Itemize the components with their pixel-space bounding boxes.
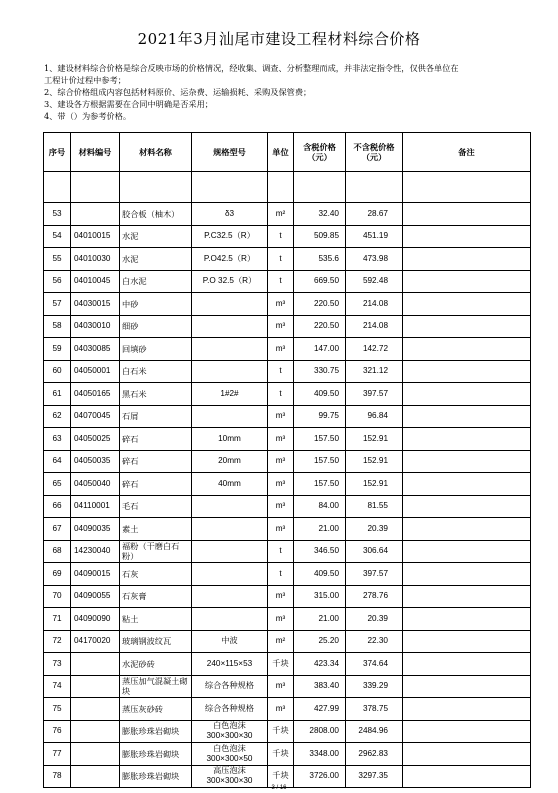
cell-code: 04170020 — [71, 630, 120, 653]
cell-price-notax: 96.84 — [346, 405, 403, 428]
cell-code: 04090090 — [71, 608, 120, 631]
cell-unit: 千块 — [268, 653, 294, 676]
cell-code: 04090015 — [71, 563, 120, 586]
cell-no: 53 — [44, 203, 71, 226]
cell-remark — [403, 450, 531, 473]
table-row — [44, 653, 531, 676]
cell-unit: m³ — [268, 405, 294, 428]
header-name: 材料名称 — [120, 133, 192, 172]
cell-name: 膨胀珍珠岩砌块 — [120, 765, 192, 788]
cell-no: 71 — [44, 608, 71, 631]
header-no: 序号 — [44, 133, 71, 172]
cell-code: 04090055 — [71, 585, 120, 608]
cell-unit: m³ — [268, 608, 294, 631]
header-spec: 规格型号 — [192, 133, 268, 172]
cell-no: 73 — [44, 653, 71, 676]
cell-code: 04090035 — [71, 518, 120, 541]
cell-name: 水泥 — [120, 225, 192, 248]
cell-spec — [192, 540, 268, 563]
cell-unit: 千块 — [268, 765, 294, 788]
cell-unit: m³ — [268, 293, 294, 316]
cell-code: 04010015 — [71, 225, 120, 248]
table-row — [44, 518, 531, 541]
cell-price-tax: 220.50 — [294, 293, 346, 316]
table-row — [44, 698, 531, 721]
cell-no: 59 — [44, 338, 71, 361]
page-title: 2021年3月汕尾市建设工程材料综合价格 — [137, 30, 421, 48]
cell-spec: 240×115×53 — [192, 653, 268, 676]
cell-price-notax: 152.91 — [346, 450, 403, 473]
cell-spec — [192, 518, 268, 541]
cell-price-tax: 409.50 — [294, 563, 346, 586]
cell-price-tax: 409.50 — [294, 383, 346, 406]
cell-name: 福粉（干磨白石粉） — [120, 540, 192, 563]
table-row — [44, 608, 531, 631]
cell-price-notax: 214.08 — [346, 293, 403, 316]
cell-remark — [403, 383, 531, 406]
cell-name: 白水泥 — [120, 270, 192, 293]
cell-price-tax: 669.50 — [294, 270, 346, 293]
cell-price-tax: 3726.00 — [294, 765, 346, 788]
cell-name: 粘土 — [120, 608, 192, 631]
spacer-row — [44, 172, 531, 203]
cell-unit: m³ — [268, 585, 294, 608]
cell-name: 碎石 — [120, 428, 192, 451]
cell-price-tax: 2808.00 — [294, 720, 346, 743]
cell-unit: m³ — [268, 315, 294, 338]
cell-name: 水泥砂砖 — [120, 653, 192, 676]
cell-code — [71, 743, 120, 766]
cell-no: 65 — [44, 473, 71, 496]
cell-remark — [403, 743, 531, 766]
cell-name: 黑石米 — [120, 383, 192, 406]
cell-price-notax: 378.75 — [346, 698, 403, 721]
cell-no: 61 — [44, 383, 71, 406]
cell-name: 细砂 — [120, 315, 192, 338]
cell-remark — [403, 698, 531, 721]
cell-price-notax: 22.30 — [346, 630, 403, 653]
cell-spec — [192, 495, 268, 518]
cell-remark — [403, 293, 531, 316]
table-row — [44, 383, 531, 406]
table-row — [44, 563, 531, 586]
cell-unit: t — [268, 563, 294, 586]
note-line: 4、带（）为参考价格。 — [44, 111, 132, 121]
cell-remark — [403, 405, 531, 428]
cell-code — [71, 203, 120, 226]
cell-no: 64 — [44, 450, 71, 473]
cell-no: 60 — [44, 360, 71, 383]
cell-remark — [403, 653, 531, 676]
cell-price-notax: 20.39 — [346, 608, 403, 631]
notes — [44, 62, 534, 122]
table-row — [44, 540, 531, 563]
cell-name: 膨胀珍珠岩砌块 — [120, 743, 192, 766]
note-line: 工程计价过程中参考； — [44, 75, 126, 85]
cell-price-tax: 99.75 — [294, 405, 346, 428]
cell-price-notax: 20.39 — [346, 518, 403, 541]
cell-remark — [403, 248, 531, 271]
cell-price-notax: 2484.96 — [346, 720, 403, 743]
cell-no: 54 — [44, 225, 71, 248]
cell-no: 55 — [44, 248, 71, 271]
cell-unit: t — [268, 383, 294, 406]
cell-code: 04030015 — [71, 293, 120, 316]
cell-unit: t — [268, 360, 294, 383]
cell-code: 04070045 — [71, 405, 120, 428]
cell-no: 57 — [44, 293, 71, 316]
page-number: 3 / 16 — [271, 785, 287, 791]
cell-remark — [403, 225, 531, 248]
cell-price-tax: 383.40 — [294, 675, 346, 698]
table-row — [44, 585, 531, 608]
cell-spec: 1#2# — [192, 383, 268, 406]
cell-no: 70 — [44, 585, 71, 608]
cell-code: 04050165 — [71, 383, 120, 406]
cell-price-tax: 3348.00 — [294, 743, 346, 766]
cell-no: 63 — [44, 428, 71, 451]
cell-price-tax: 147.00 — [294, 338, 346, 361]
cell-unit: m³ — [268, 338, 294, 361]
cell-price-tax: 25.20 — [294, 630, 346, 653]
cell-code: 04050040 — [71, 473, 120, 496]
cell-name: 蒸压加气混凝土砌块 — [120, 675, 192, 698]
header-unit: 单位 — [268, 133, 294, 172]
cell-spec: 综合各种规格 — [192, 675, 268, 698]
cell-no: 69 — [44, 563, 71, 586]
cell-no: 75 — [44, 698, 71, 721]
cell-price-tax: 330.75 — [294, 360, 346, 383]
cell-spec: 高压泡沫300×300×30 — [192, 765, 268, 788]
cell-unit: m³ — [268, 428, 294, 451]
table-row — [44, 270, 531, 293]
table-row — [44, 405, 531, 428]
cell-price-notax: 306.64 — [346, 540, 403, 563]
cell-spec: 白色泡沫300×300×50 — [192, 743, 268, 766]
cell-price-notax: 3297.35 — [346, 765, 403, 788]
cell-unit: t — [268, 270, 294, 293]
cell-code — [71, 698, 120, 721]
cell-code: 04030085 — [71, 338, 120, 361]
table-row — [44, 428, 531, 451]
cell-name: 水泥 — [120, 248, 192, 271]
cell-unit: m² — [268, 630, 294, 653]
cell-price-tax: 157.50 — [294, 473, 346, 496]
cell-remark — [403, 675, 531, 698]
table-row — [44, 338, 531, 361]
header-code: 材料编号 — [71, 133, 120, 172]
cell-name: 石灰膏 — [120, 585, 192, 608]
cell-code: 04110001 — [71, 495, 120, 518]
cell-spec: 中波 — [192, 630, 268, 653]
table-header-row — [44, 133, 531, 172]
cell-price-notax: 397.57 — [346, 563, 403, 586]
table-row — [44, 450, 531, 473]
cell-unit: m³ — [268, 495, 294, 518]
cell-price-tax: 315.00 — [294, 585, 346, 608]
cell-no: 58 — [44, 315, 71, 338]
cell-code: 04010030 — [71, 248, 120, 271]
cell-name: 蒸压灰砂砖 — [120, 698, 192, 721]
cell-no: 66 — [44, 495, 71, 518]
cell-code: 04050035 — [71, 450, 120, 473]
cell-price-tax: 32.40 — [294, 203, 346, 226]
cell-price-notax: 321.12 — [346, 360, 403, 383]
cell-no: 56 — [44, 270, 71, 293]
cell-code: 14230040 — [71, 540, 120, 563]
cell-price-notax: 592.48 — [346, 270, 403, 293]
cell-remark — [403, 270, 531, 293]
cell-code — [71, 653, 120, 676]
cell-spec — [192, 338, 268, 361]
cell-remark — [403, 203, 531, 226]
cell-remark — [403, 495, 531, 518]
table-row — [44, 315, 531, 338]
table-row — [44, 473, 531, 496]
cell-price-tax: 84.00 — [294, 495, 346, 518]
cell-remark — [403, 585, 531, 608]
cell-price-notax: 142.72 — [346, 338, 403, 361]
cell-price-notax: 397.57 — [346, 383, 403, 406]
cell-remark — [403, 428, 531, 451]
cell-remark — [403, 540, 531, 563]
table-row — [44, 630, 531, 653]
cell-code — [71, 720, 120, 743]
cell-remark — [403, 563, 531, 586]
cell-price-notax: 152.91 — [346, 473, 403, 496]
cell-spec — [192, 405, 268, 428]
cell-unit: 千块 — [268, 720, 294, 743]
cell-spec: P.O 32.5（R） — [192, 270, 268, 293]
cell-spec — [192, 608, 268, 631]
cell-remark — [403, 360, 531, 383]
table-row — [44, 675, 531, 698]
table-row — [44, 225, 531, 248]
cell-price-notax: 152.91 — [346, 428, 403, 451]
cell-no: 77 — [44, 743, 71, 766]
cell-price-notax: 214.08 — [346, 315, 403, 338]
header-price-tax: 含税价格（元） — [294, 133, 346, 172]
cell-price-notax: 278.76 — [346, 585, 403, 608]
table-row — [44, 248, 531, 271]
cell-code: 04010045 — [71, 270, 120, 293]
table-row — [44, 293, 531, 316]
cell-spec: δ3 — [192, 203, 268, 226]
cell-price-tax: 21.00 — [294, 608, 346, 631]
cell-code: 04030010 — [71, 315, 120, 338]
cell-price-tax: 220.50 — [294, 315, 346, 338]
cell-name: 石屑 — [120, 405, 192, 428]
cell-code: 04050001 — [71, 360, 120, 383]
cell-remark — [403, 315, 531, 338]
cell-price-tax: 509.85 — [294, 225, 346, 248]
cell-price-tax: 21.00 — [294, 518, 346, 541]
cell-unit: t — [268, 225, 294, 248]
cell-spec — [192, 293, 268, 316]
cell-remark — [403, 518, 531, 541]
header-price-notax: 不含税价格（元） — [346, 133, 403, 172]
cell-spec — [192, 585, 268, 608]
cell-unit: 千块 — [268, 743, 294, 766]
cell-remark — [403, 630, 531, 653]
cell-name: 石灰 — [120, 563, 192, 586]
table-row — [44, 743, 531, 766]
cell-name: 素土 — [120, 518, 192, 541]
cell-price-notax: 374.64 — [346, 653, 403, 676]
cell-name: 回填砂 — [120, 338, 192, 361]
cell-price-notax: 81.55 — [346, 495, 403, 518]
cell-price-tax: 157.50 — [294, 428, 346, 451]
cell-name: 碎石 — [120, 450, 192, 473]
cell-unit: m³ — [268, 473, 294, 496]
cell-price-notax: 451.19 — [346, 225, 403, 248]
cell-no: 74 — [44, 675, 71, 698]
price-table — [43, 132, 531, 788]
cell-unit: t — [268, 248, 294, 271]
cell-spec: 综合各种规格 — [192, 698, 268, 721]
cell-price-tax: 157.50 — [294, 450, 346, 473]
cell-code: 04050025 — [71, 428, 120, 451]
cell-price-notax: 28.67 — [346, 203, 403, 226]
cell-remark — [403, 338, 531, 361]
cell-unit: m³ — [268, 698, 294, 721]
cell-price-notax: 473.98 — [346, 248, 403, 271]
note-line: 3、建设各方根据需要在合同中明确是否采用； — [44, 99, 213, 109]
cell-spec: 20mm — [192, 450, 268, 473]
cell-spec: P.C32.5（R） — [192, 225, 268, 248]
cell-no: 68 — [44, 540, 71, 563]
cell-price-tax: 535.6 — [294, 248, 346, 271]
cell-code — [71, 675, 120, 698]
cell-price-tax: 346.50 — [294, 540, 346, 563]
cell-name: 玻璃钢波纹瓦 — [120, 630, 192, 653]
table-row — [44, 203, 531, 226]
cell-no: 72 — [44, 630, 71, 653]
cell-spec — [192, 360, 268, 383]
cell-unit: m² — [268, 203, 294, 226]
cell-no: 67 — [44, 518, 71, 541]
note-line: 2、综合价格组成内容包括材料原价、运杂费、运输损耗、采购及保管费； — [44, 87, 312, 97]
cell-unit: m³ — [268, 675, 294, 698]
cell-price-tax: 427.99 — [294, 698, 346, 721]
cell-spec: P.O42.5（R） — [192, 248, 268, 271]
cell-no: 78 — [44, 765, 71, 788]
cell-remark — [403, 720, 531, 743]
cell-no: 62 — [44, 405, 71, 428]
cell-spec — [192, 315, 268, 338]
cell-name: 中砂 — [120, 293, 192, 316]
cell-remark — [403, 608, 531, 631]
header-remark: 备注 — [403, 133, 531, 172]
cell-spec — [192, 563, 268, 586]
cell-name: 膨胀珍珠岩砌块 — [120, 720, 192, 743]
cell-name: 毛石 — [120, 495, 192, 518]
note-line: 1、建设材料综合价格是综合反映市场的价格情况，经收集、调查、分析整理而成，并非法定指令性，仅供各单位在 — [44, 63, 459, 73]
cell-price-tax: 423.34 — [294, 653, 346, 676]
cell-name: 白石米 — [120, 360, 192, 383]
cell-spec: 10mm — [192, 428, 268, 451]
cell-price-notax: 2962.83 — [346, 743, 403, 766]
table-row — [44, 720, 531, 743]
cell-unit: t — [268, 540, 294, 563]
cell-remark — [403, 473, 531, 496]
cell-unit: m³ — [268, 518, 294, 541]
cell-price-notax: 339.29 — [346, 675, 403, 698]
cell-no: 76 — [44, 720, 71, 743]
table-row — [44, 360, 531, 383]
cell-name: 碎石 — [120, 473, 192, 496]
cell-spec: 白色泡沫300×300×30 — [192, 720, 268, 743]
cell-spec: 40mm — [192, 473, 268, 496]
cell-unit: m³ — [268, 450, 294, 473]
cell-name: 胶合板（柚木） — [120, 203, 192, 226]
table-row — [44, 495, 531, 518]
